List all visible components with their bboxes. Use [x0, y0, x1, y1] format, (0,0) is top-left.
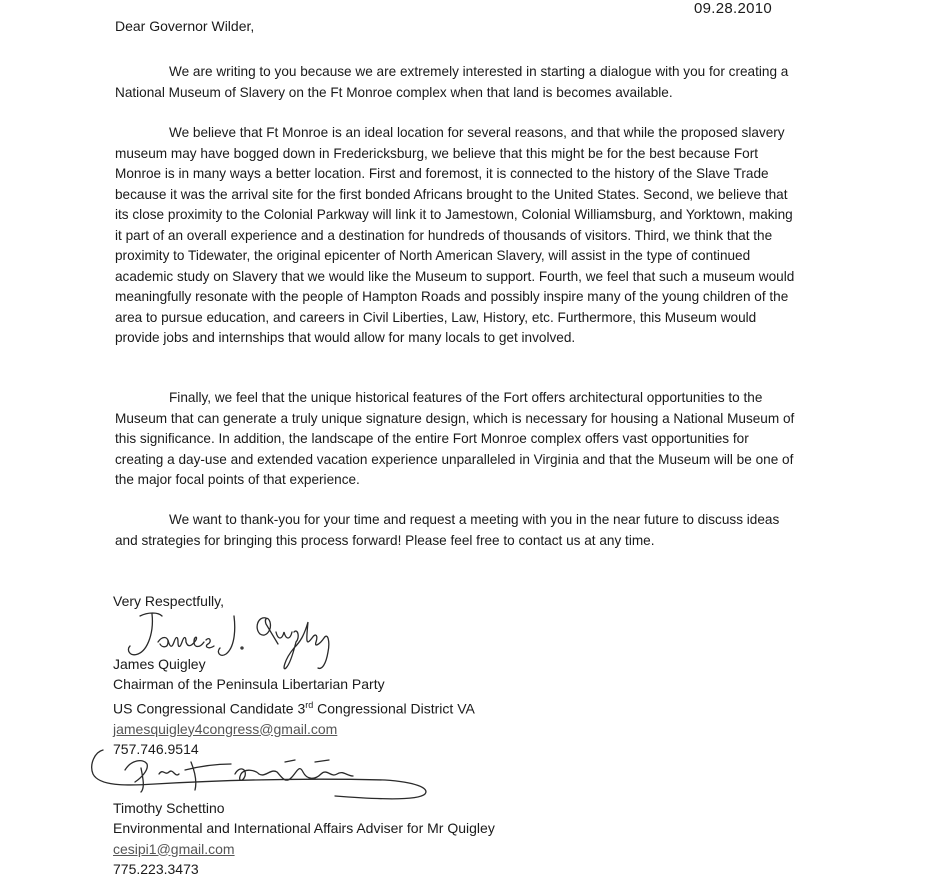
signer-phone: 775.223.3473	[113, 860, 199, 877]
signer-phone: 757.746.9514	[113, 740, 199, 757]
paragraph-intro: We are writing to you because we are extremely interested in starting a dialogue with you for creating a National Museum of Slavery on the Ft Monroe complex when that land is becomes available.	[115, 64, 789, 100]
candidacy-ordinal: rd	[305, 699, 314, 710]
signer-email-link[interactable]: cesipi1@gmail.com	[113, 840, 235, 857]
signer-candidacy	[113, 695, 475, 719]
letter-date: 09.28.2010	[694, 0, 773, 17]
paragraph-thanks: We want to thank-you for your time and request a meeting with you in the near future to discuss ideas and strategies for bringing this process forward! Please feel free to contact us at any time.	[115, 512, 780, 548]
candidacy-suffix: Congressional District VA	[313, 700, 475, 717]
signer-email-link[interactable]: jamesquigley4congress@gmail.com	[113, 720, 338, 737]
signature-timothy-schettino	[85, 744, 445, 804]
signer-title: Environmental and International Affairs Adviser for Mr Quigley	[113, 820, 495, 837]
paragraph-features: Finally, we feel that the unique historical features of the Fort offers architectural opportunities to the Museum that can generate a truly unique signature design, which is necessary for housing a National Museum of this significance. In addition, the landscape of the entire Fort Monroe complex offers vast opportunities for creating a day-use and extended vacation experience unparalleled in Virginia and that the Museum will be one of the major focal points of that experience.	[115, 390, 795, 487]
paragraph-reasons: We believe that Ft Monroe is an ideal location for several reasons, and that while the proposed slavery museum may have bogged down in Fredericksburg, we believe that this might be for the best because Fort Monroe is in many ways a better location. First and foremost, it is connected to the history of the Slave Trade because it was the arrival site for the first bonded Africans brought to the United States. Second, we believe that its close proximity to the Colonial Parkway will link it to Jamestown, Colonial Williamsburg, and Yorktown, making it part of an overall experience and a destination for hundreds of thousands of visitors. Third, we think that the proximity to Tidewater, the original epicenter of North American Slavery, will assist in the type of continued academic study on Slavery that we would like the Museum to support. Fourth, we feel that such a museum would meaningfully resonate with the people of Hampton Roads and possibly inspire many of the young children of the area to pursue education, and careers in Civil Liberties, Law, History, etc. Furthermore, this Museum would provide jobs and internships that would allow for many locals to get involved.	[115, 125, 795, 345]
closing: Very Respectfully,	[113, 593, 225, 609]
signer-name: James Quigley	[113, 656, 206, 672]
salutation: Dear Governor Wilder,	[115, 18, 255, 34]
candidacy-prefix: US Congressional Candidate 3	[113, 700, 306, 717]
signer-name: Timothy Schettino	[113, 800, 225, 816]
signer-title: Chairman of the Peninsula Libertarian Party	[113, 676, 385, 693]
signer-block-schettino	[113, 798, 495, 879]
